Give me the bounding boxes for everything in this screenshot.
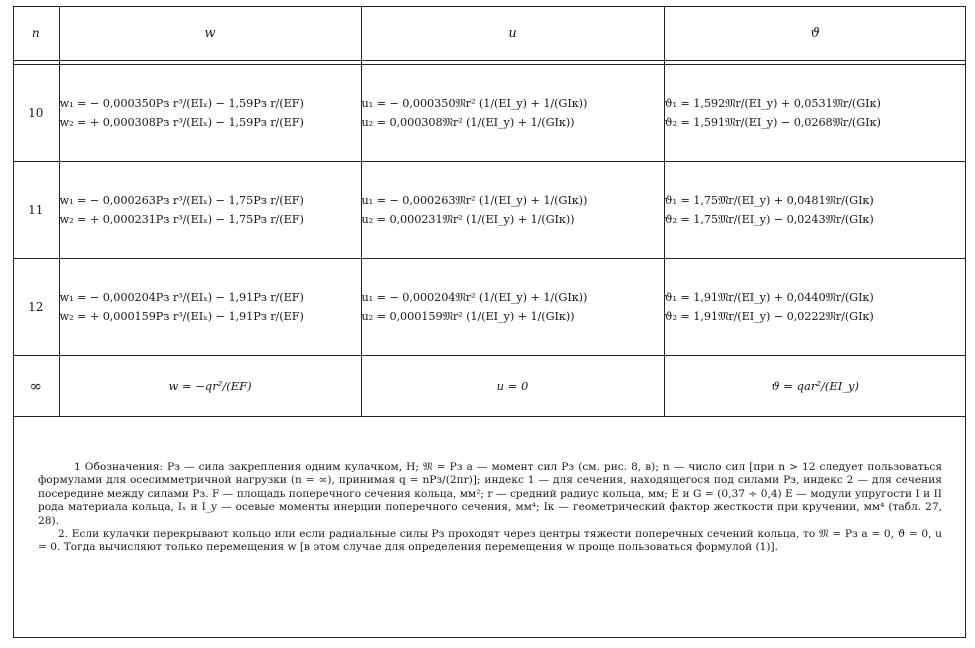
u1-formula: u₁ = − 0,000204𝔐r² (1/(EI_y) + 1/(GIк)) [361, 291, 588, 304]
table-notes [38, 461, 942, 555]
theta2-formula: ϑ₂ = 1,75𝔐r/(EI_y) − 0,0243𝔐r/(GIк) [664, 213, 874, 226]
w1-formula: w₁ = − 0,000263Pз r³/(EIₓ) − 1,75Pз r/(EF) [59, 194, 304, 207]
u2-formula: u₂ = 0,000231𝔐r² (1/(EI_y) + 1/(GIк)) [361, 213, 575, 226]
u-formulas [361, 259, 664, 356]
u-formulas [361, 65, 664, 162]
u2-formula: u₂ = 0,000308𝔐r² (1/(EI_y) + 1/(GIк)) [361, 116, 575, 129]
table-row [13, 259, 966, 356]
theta-formulas [664, 259, 966, 356]
theta1-formula: ϑ₁ = 1,75𝔐r/(EI_y) + 0,0481𝔐r/(GIк) [664, 194, 874, 207]
header-row [13, 6, 966, 61]
formula-table [13, 6, 966, 417]
header-theta: ϑ [664, 6, 966, 61]
u1-formula: u₁ = − 0,000350𝔐r² (1/(EI_y) + 1/(GIк)) [361, 97, 588, 110]
theta1-formula: ϑ₁ = 1,592𝔐r/(EI_y) + 0,0531𝔐r/(GIк) [664, 97, 881, 110]
u1-formula: u₁ = − 0,000263𝔐r² (1/(EI_y) + 1/(GIк)) [361, 194, 588, 207]
theta2-formula: ϑ₂ = 1,91𝔐r/(EI_y) − 0,0222𝔐r/(GIк) [664, 310, 874, 323]
theta-formulas [664, 162, 966, 259]
theta1-formula: ϑ₁ = 1,91𝔐r/(EI_y) + 0,0440𝔐r/(GIк) [664, 291, 874, 304]
table-row [13, 162, 966, 259]
row-n: 10 [13, 65, 59, 162]
w2-formula: w₂ = + 0,000159Pз r³/(EIₓ) − 1,91Pз r/(EF) [59, 310, 304, 323]
u-formulas [361, 162, 664, 259]
w2-formula: w₂ = + 0,000231Pз r³/(EIₓ) − 1,75Pз r/(EF) [59, 213, 304, 226]
w2-formula: w₂ = + 0,000308Pз r³/(EIₓ) − 1,59Pз r/(EF) [59, 116, 304, 129]
w-infinity-formula: w = −qr²/(EF) [59, 356, 361, 417]
w1-formula: w₁ = − 0,000350Pз r³/(EIₓ) − 1,59Pз r/(EF) [59, 97, 304, 110]
row-n: 11 [13, 162, 59, 259]
u2-formula: u₂ = 0,000159𝔐r² (1/(EI_y) + 1/(GIк)) [361, 310, 575, 323]
header-w: w [59, 6, 361, 61]
theta2-formula: ϑ₂ = 1,591𝔐r/(EI_y) − 0,0268𝔐r/(GIк) [664, 116, 881, 129]
header-n: n [13, 6, 59, 61]
note-1: 1 Обозначения: Pз — сила закрепления одним кулачком, Н; 𝔐 = Pз a — момент сил Pз (см. рис. 8, в); n — число сил [при n > 12 следует пользоваться формулами для осесимметричной нагрузки (n = ∞), принимая q = nPз/(2πr)]; индекс 1 — для сечения, находящегося под силами Pз, индекс 2 — для сечения посередине между силами Pз. F — площадь поперечного сечения кольца, мм²; r — средний радиус кольца, мм; E и G = (0,37 ÷ 0,4) E — модули упругости I и II рода материала кольца, Iₓ и I_y — осевые моменты инерции поперечного сечения, мм⁴; Iк — геометрический фактор жесткости при кручении, мм⁴ (табл. 27, 28). [38, 461, 942, 527]
w-formulas [59, 259, 361, 356]
note-2: 2. Если кулачки перекрывают кольцо или если радиальные силы Pз проходят через центры тяжести поперечных сечений кольца, то 𝔐 = Pз a = 0, ϑ = 0, u = 0. Тогда вычисляют только перемещения w [в этом случае для определения перемещения w проще пользоваться формулой (1)]. [38, 528, 942, 554]
table-row [13, 65, 966, 162]
w1-formula: w₁ = − 0,000204Pз r³/(EIₓ) − 1,91Pз r/(EF) [59, 291, 304, 304]
theta-infinity-formula: ϑ = qar²/(EI_y) [664, 356, 966, 417]
row-n: 12 [13, 259, 59, 356]
row-n-infinity: ∞ [13, 356, 59, 417]
w-formulas [59, 65, 361, 162]
w-formulas [59, 162, 361, 259]
infinity-row [13, 356, 966, 417]
header-u: u [361, 6, 664, 61]
theta-formulas [664, 65, 966, 162]
u-infinity-formula: u = 0 [361, 356, 664, 417]
